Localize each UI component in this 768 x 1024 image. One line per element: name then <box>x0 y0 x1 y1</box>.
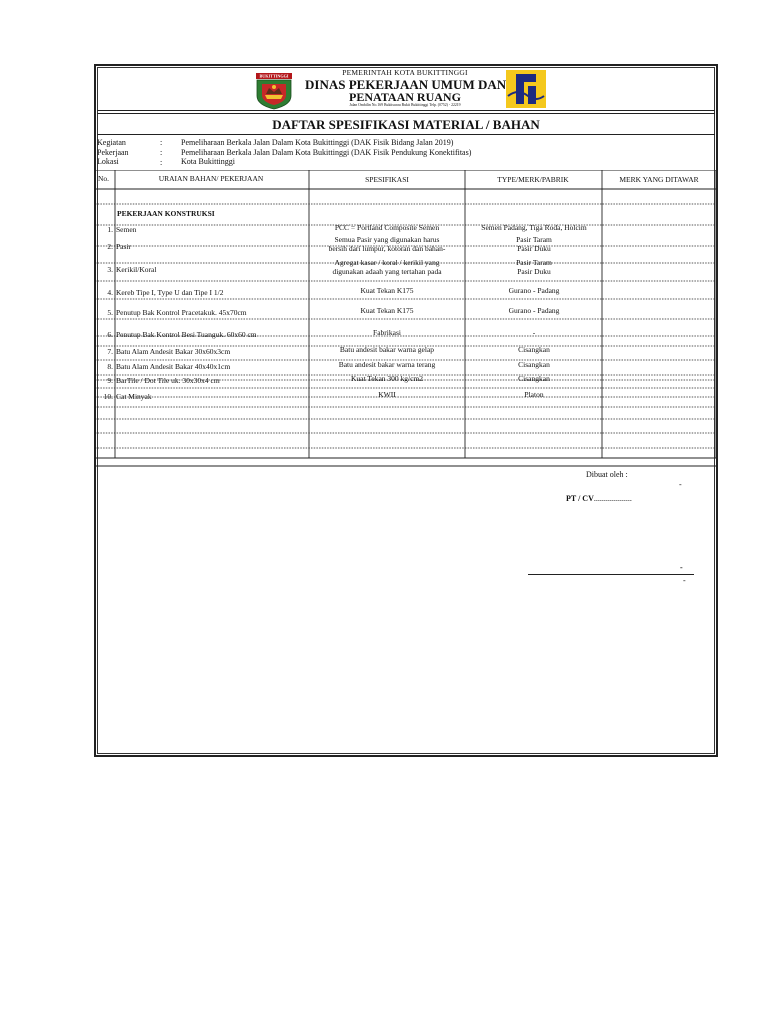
row-spec: Kuat Tekan K175 <box>360 306 414 315</box>
row-number: 8. <box>107 362 113 371</box>
row-item: Batu Alam Andesit Bakar 40x40x1cm <box>116 362 231 371</box>
row-spec: Kuat Tekan K175 <box>360 286 414 295</box>
company-prefix <box>566 494 632 503</box>
meta-sep-kegiatan: : <box>160 138 163 147</box>
row-number: 7. <box>107 347 113 356</box>
row-type: Platon <box>524 390 544 399</box>
row-spec: Kuat Tekan 300 kg/cm2 <box>350 374 424 383</box>
title-divider <box>97 134 715 135</box>
signature-dash-2: - <box>680 563 683 572</box>
row-item: Penutup Bak Kontrol Pracetakuk. 45x70cm <box>116 308 247 317</box>
material-spec-table <box>95 170 717 470</box>
header-divider-2 <box>97 113 715 114</box>
row-number: 4. <box>107 288 113 297</box>
company-prefix-label: PT / CV <box>566 494 594 503</box>
row-type: Semen Padang, Tiga Roda, Holcim <box>481 223 587 232</box>
row-spec: Fabrikasi <box>373 328 401 337</box>
row-item: Semen <box>116 225 137 234</box>
row-item: Batu Alam Andesit Bakar 30x60x3cm <box>116 347 231 356</box>
row-item: Kereb Tipe I, Type U dan Tipe I 1/2 <box>116 288 224 297</box>
row-item: Pasir <box>116 242 131 251</box>
meta-sep-lokasi: : <box>160 158 163 167</box>
row-item: Cat Minyak <box>116 392 152 401</box>
row-number: 9. <box>107 376 113 385</box>
row-number: 1. <box>107 225 113 234</box>
row-number: 6. <box>107 330 113 339</box>
meta-label-pekerjaan: Pekerjaan <box>97 148 129 157</box>
document-title: DAFTAR SPESIFIKASI MATERIAL / BAHAN <box>272 117 540 132</box>
row-spec: bersih dari lumpur, kotoran dan bahan- <box>328 244 446 253</box>
row-type: Pasir Taram <box>516 258 552 267</box>
row-number: 2. <box>107 242 113 251</box>
row-number: 3. <box>107 265 113 274</box>
row-spec: Semua Pasir yang digunakan harus <box>334 235 440 244</box>
row-spec: digunakan adaah yang tertahan pada <box>332 267 442 276</box>
meta-label-lokasi: Lokasi <box>97 157 119 166</box>
row-item: Kerikil/Koral <box>116 265 157 274</box>
row-type: Cisangkan <box>518 374 550 383</box>
agency-address: Jalan Ombilin No.169 Bukitsurau Bukit Bukittinggi Telp. (0752) - 22219 <box>349 103 461 107</box>
row-type: Pasir Taram <box>516 235 552 244</box>
row-number: 10. <box>103 392 113 401</box>
row-type: Pasir Duku <box>517 267 551 276</box>
agency-name-line1: DINAS PEKERJAAN UMUM DAN <box>305 77 507 92</box>
header-divider <box>97 110 715 111</box>
column-header-uraian: URAIAN BAHAN/ PEKERJAAN <box>158 174 264 183</box>
column-header-type: TYPE/MERK/PABRIK <box>497 175 569 184</box>
pu-ministry-logo-icon <box>506 70 546 108</box>
meta-value-pekerjaan: Pemeliharaan Berkala Jalan Dalam Kota Bukittinggi (DAK Fisik Pendukung Konektifitas) <box>181 148 472 157</box>
row-item: BarTile / Dot Tile uk. 30x30x4 cm <box>116 376 220 385</box>
row-spec: KWII <box>378 390 396 399</box>
row-type: - <box>532 328 536 337</box>
logo-left-text: BUKITTINGGI <box>259 73 289 79</box>
row-item: Penutup Bak Kontrol Besi Tuanguk. 60x60 cm <box>116 330 257 339</box>
row-type: Pasir Duku <box>517 244 551 253</box>
meta-value-kegiatan: Pemeliharaan Berkala Jalan Dalam Kota Bukittinggi (DAK Fisik Bidang Jalan 2019) <box>181 138 454 147</box>
city-crest-icon <box>254 72 294 110</box>
signature-dash-1: - <box>679 480 682 489</box>
row-type: Cisangkan <box>518 360 550 369</box>
row-spec: Batu andesit bakar warna gelap <box>339 345 435 354</box>
row-spec: Agregat kasar / koral / kerikil yang <box>334 258 440 267</box>
row-spec: PCC = Portland Composite Semen <box>334 223 440 232</box>
row-type: Gurano - Padang <box>508 286 560 295</box>
row-type: Cisangkan <box>518 345 550 354</box>
row-spec: Batu andesit bakar warna terang <box>338 360 436 369</box>
company-name-dots: ................... <box>593 494 632 503</box>
government-name: PEMERINTAH KOTA BUKITTINGGI <box>342 68 468 77</box>
row-type: Gurano - Padang <box>508 306 560 315</box>
row-number: 5. <box>107 308 113 317</box>
column-header-spesifikasi: SPESIFIKASI <box>365 175 409 184</box>
meta-label-kegiatan: Kegiatan <box>97 138 126 147</box>
column-header-merk: MERK YANG DITAWAR <box>619 175 699 184</box>
signature-line <box>528 574 694 575</box>
agency-name-line2: PENATAAN RUANG <box>349 90 461 104</box>
meta-sep-pekerjaan: : <box>160 148 163 157</box>
made-by-label: Dibuat oleh : <box>586 470 628 479</box>
section-heading: PEKERJAAN KONSTRUKSI <box>117 209 215 218</box>
meta-value-lokasi: Kota Bukittinggi <box>181 157 235 166</box>
column-header-no: No. <box>98 174 110 183</box>
signature-dash-3: - <box>683 576 686 585</box>
